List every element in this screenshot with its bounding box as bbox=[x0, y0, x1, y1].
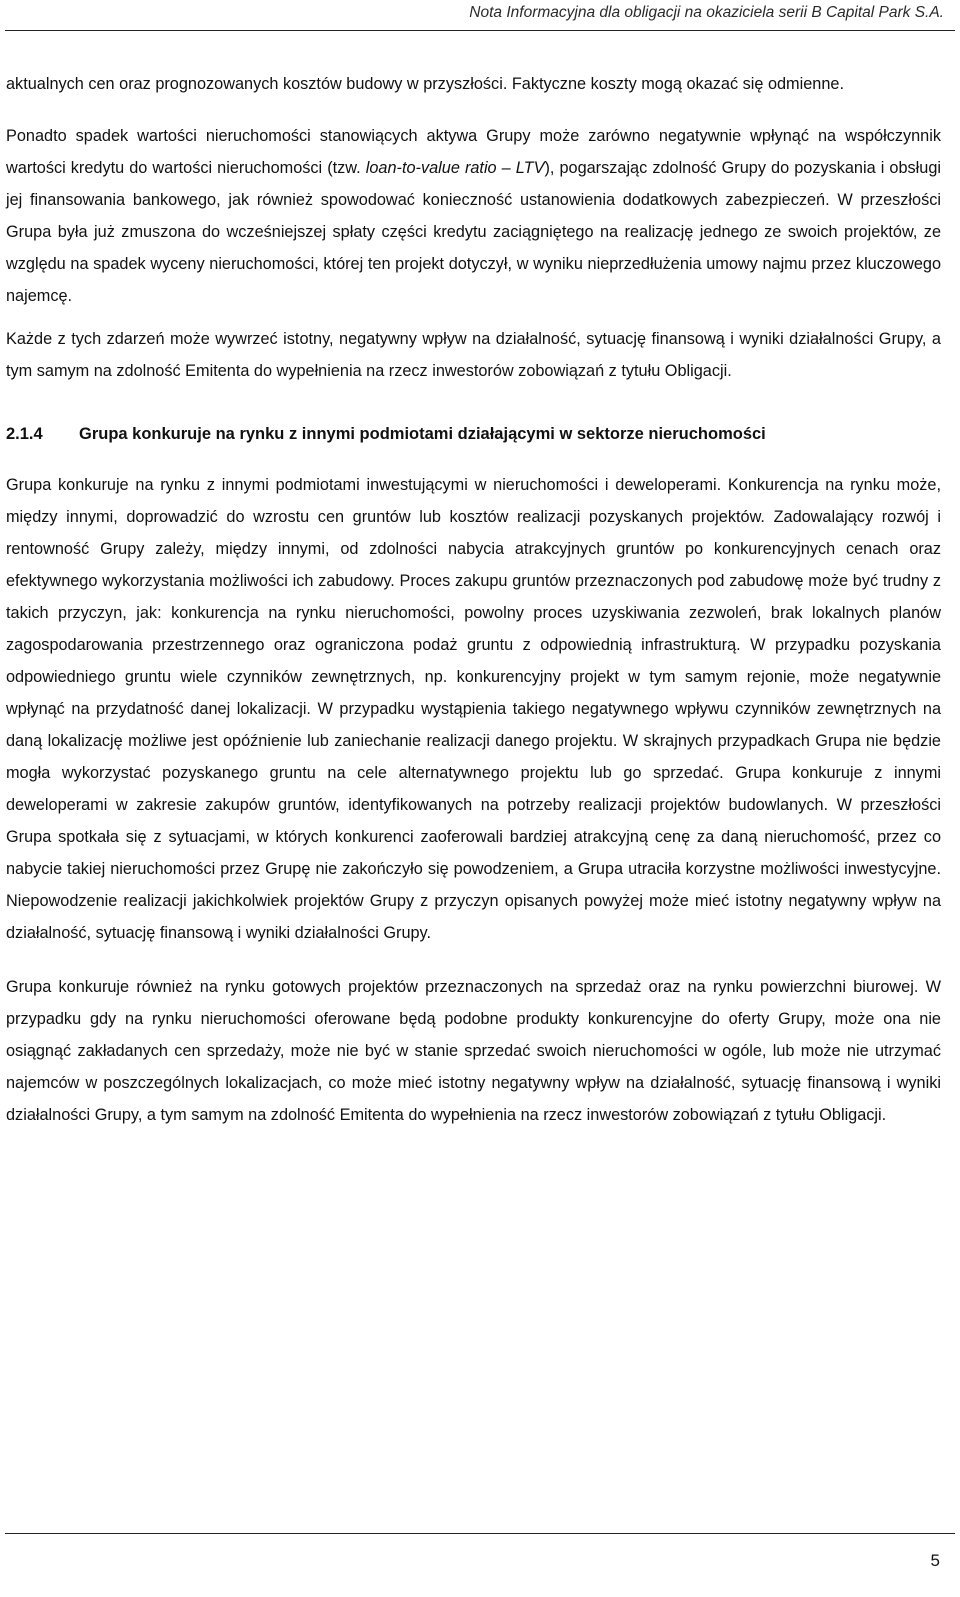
paragraph-market: Grupa konkuruje również na rynku gotowych projektów przeznaczonych na sprzedaż oraz na rynku powierzchni biurowej. W przypadku gdy na rynku nieruchomości oferowane będą podobne produkty konkurencyjne do oferty Grupy, może ona nie osiągnąć zakładanych cen sprzedaży, może nie być w stanie sprzedać swoich nieruchomości w ogóle, lub może nie utrzymać najemców w poszczególnych lokalizacjach, co może mieć istotny negatywny wpływ na działalność, sytuację finansową i wyniki działalności Grupy, a tym samym na zdolność Emitenta do wypełnienia na rzecz inwestorów zobowiązań z tytułu Obligacji. bbox=[6, 978, 941, 1124]
paragraph-ltv-text-b: ), pogarszając zdolność Grupy do pozyskania i obsługi jej finansowania bankowego, jak również spowodować konieczność ustanowienia dodatkowych zabezpieczeń. W przeszłości Grupa była już zmuszona do wcześniejszej spłaty części kredytu zaciągniętego na realizację jednego ze swoich projektów, ze względu na spadek wyceny nieruchomości, której ten projekt dotyczył, w wyniku nieprzedłużenia umowy najmu przez kluczowego najemcę. bbox=[6, 159, 941, 305]
paragraph-costs: aktualnych cen oraz prognozowanych kosztów budowy w przyszłości. Faktyczne koszty mogą okazać się odmienne. bbox=[6, 75, 844, 93]
paragraph-ltv bbox=[6, 120, 941, 312]
paragraph-ltv-text-a: Ponadto spadek wartości nieruchomości stanowiących aktywa Grupy może zarówno negatywnie wpłynąć na współczynnik wartości kredytu do wartości nieruchomości (tzw. bbox=[6, 127, 941, 177]
document-body bbox=[6, 68, 941, 1131]
section-number: 2.1.4 bbox=[6, 425, 43, 443]
section-heading bbox=[6, 422, 941, 446]
footer-divider bbox=[5, 1533, 955, 1534]
running-header: Nota Informacyjna dla obligacji na okaziciela serii B Capital Park S.A. bbox=[469, 4, 944, 21]
page-number: 5 bbox=[930, 1551, 940, 1570]
ltv-term: loan-to-value ratio – LTV bbox=[365, 159, 545, 177]
paragraph-competition: Grupa konkuruje na rynku z innymi podmiotami inwestującymi w nieruchomości i deweloperami. Konkurencja na rynku może, między innymi, doprowadzić do wzrostu cen gruntów lub kosztów realizacji pozyskanych projektów. Zadowalający rozwój i rentowność Grupy zależy, między innymi, od zdolności nabycia atrakcyjnych gruntów po konkurencyjnych cenach oraz efektywnego wykorzystania możliwości ich zabudowy. Proces zakupu gruntów przeznaczonych pod zabudowę może być trudny z takich przyczyn, jak: konkurencja na rynku nieruchomości, powolny proces uzyskiwania zezwoleń, brak lokalnych planów zagospodarowania przestrzennego oraz ograniczona podaż gruntu z odpowiednią infrastrukturą. W przypadku pozyskania odpowiedniego gruntu wiele czynników zewnętrznych, np. konkurencyjny projekt w tym samym rejonie, może negatywnie wpłynąć na przydatność danej lokalizacji. W przypadku wystąpienia takiego negatywnego wpływu czynników zewnętrznych na daną lokalizację możliwe jest opóźnienie lub zaniechanie realizacji danego projektu. W skrajnych przypadkach Grupa nie będzie mogła wykorzystać pozyskanego gruntu na cele alternatywnego projektu lub go sprzedać. Grupa konkuruje z innymi deweloperami w zakresie zakupów gruntów, identyfikowanych na potrzeby realizacji projektów budowlanych. W przeszłości Grupa spotkała się z sytuacjami, w których konkurenci zaoferowali bardziej atrakcyjną cenę za daną nieruchomość, przez co nabycie takiej nieruchomości przez Grupę nie zakończyło się powodzeniem, a Grupa utraciła korzystne możliwości inwestycyjne. Niepowodzenie realizacji jakichkolwiek projektów Grupy z przyczyn opisanych powyżej może mieć istotny negatywny wpływ na działalność, sytuację finansową i wyniki działalności Grupy. bbox=[6, 476, 941, 942]
header-divider bbox=[5, 30, 955, 31]
paragraph-impact: Każde z tych zdarzeń może wywrzeć istotny, negatywny wpływ na działalność, sytuację finansową i wyniki działalności Grupy, a tym samym na zdolność Emitenta do wypełnienia na rzecz inwestorów zobowiązań z tytułu Obligacji. bbox=[6, 330, 941, 380]
section-title: Grupa konkuruje na rynku z innymi podmiotami działającymi w sektorze nieruchomości bbox=[79, 425, 766, 443]
